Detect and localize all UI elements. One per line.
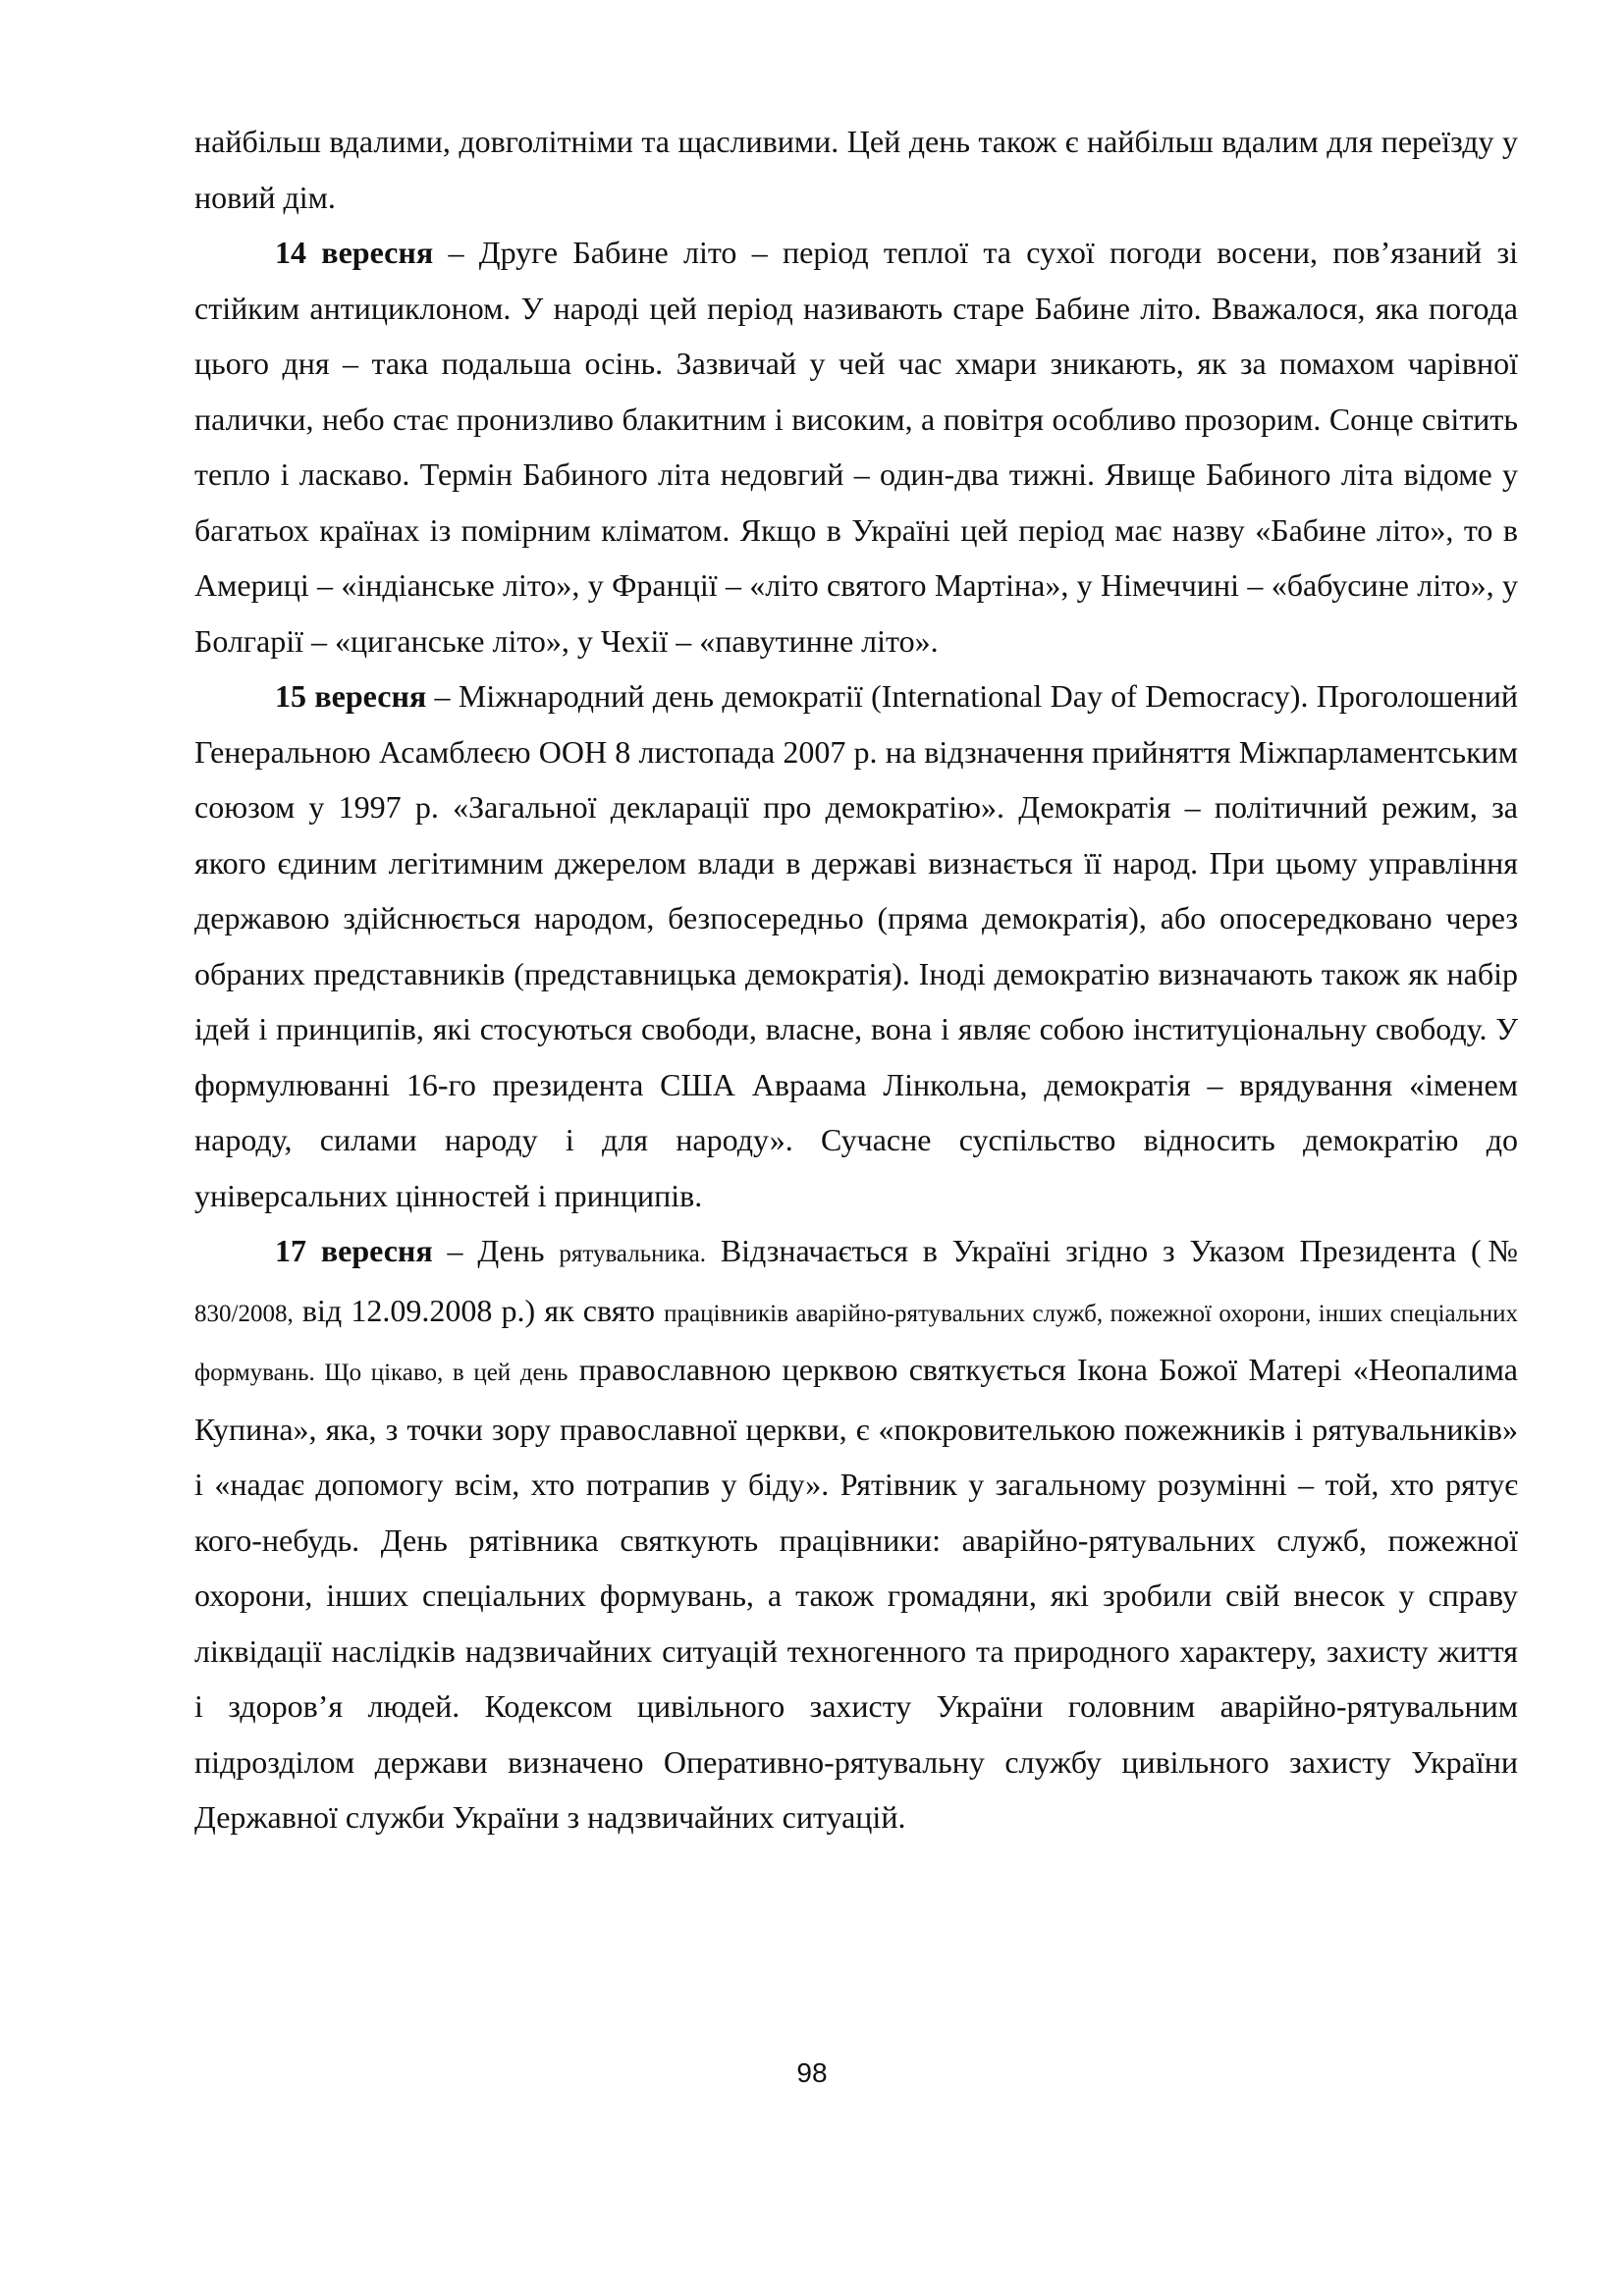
paragraph-text-small: працівників аварійно-рятувальних служб, пожежної охорони, інших спеціальних формувань. Що цікаво, в цей день xyxy=(194,1300,1518,1386)
paragraph-text: – Друге Бабине літо – період теплої та сухої погоди восени, пов’язаний зі стійким антициклоном. У народі цей період називають старе Бабине літо. Вважалося, яка погода цього дня – така подальша осінь. Зазвичай у чей час хмари зникають, як за помахом чарівної палички, небо стає пронизливо блакитним і високим, а повітря особливо прозорим. Сонце світить тепло і ласкаво. Термін Бабиного літа недовгий – один-два тижні. Явище Бабиного літа відоме у багатьох країнах із помірним кліматом. Якщо в Україні цей період має назву «Бабине літо», то в Америці – «індіанське літо», у Франції – «літо святого Мартіна», у Німеччині – «бабусине літо», у Болгарії – «циганське літо», у Чехії – «павутинне літо». xyxy=(194,235,1519,659)
paragraph-september-15 xyxy=(194,668,1518,1223)
date-heading: 14 вересня xyxy=(275,235,434,270)
paragraph-text: від 12.09.2008 р.) як свято xyxy=(293,1292,665,1328)
paragraph-september-17 xyxy=(194,1223,1518,1845)
paragraph-text: – День xyxy=(432,1233,560,1268)
paragraph-text-small: 830/2008, xyxy=(194,1300,294,1327)
page-number: 98 xyxy=(796,2057,828,2088)
date-heading: 17 вересня xyxy=(275,1233,433,1268)
document-body xyxy=(194,114,1518,1845)
paragraph-continuation xyxy=(194,114,1518,225)
paragraph-text: найбільш вдалими, довголітніми та щасливими. Цей день також є найбільш вдалим для переїзду у новий дім. xyxy=(194,124,1518,215)
paragraph-september-14 xyxy=(194,225,1518,668)
paragraph-text: православною церквою святкується Ікона Божої Матері «Неопалима Купина», яка, з точки зору православної церкви, є «покровителькою пожежників і рятувальників» і «надає допомогу всім, хто потрапив у біду». Рятівник у загальному розумінні – той, хто рятує кого-небудь. День рятівника святкують працівники: аварійно-рятувальних служб, пожежної охорони, інших спеціальних формувань, а також громадяни, які зробили свій внесок у справу ліквідації наслідків надзвичайних ситуацій техногенного та природного характеру, захисту життя і здоров’я людей. Кодексом цивільного захисту України головним аварійно-рятувальним підрозділом держави визначено Оперативно-рятувальну службу цивільного захисту України Державної служби України з надзвичайних ситуацій. xyxy=(194,1352,1518,1835)
paragraph-text: Відзначається в Україні згідно з Указом Президента (№ xyxy=(705,1233,1519,1268)
paragraph-text-small: рятувальника. xyxy=(559,1241,706,1267)
date-heading: 15 вересня xyxy=(275,678,427,714)
paragraph-text: – Міжнародний день демократії (International Day of Democracy). Проголошений Генеральною Асамблеєю ООН 8 листопада 2007 р. на відзначення прийняття Міжпарламентським союзом у 1997 р. «Загальної декларації про демократію». Демократія – політичний режим, за якого єдиним легітимним джерелом влади в державі визнається її народ. При цьому управління державою здійснюється народом, безпосередньо (пряма демократія), або опосередковано через обраних представників (представницька демократія). Іноді демократію визначають також як набір ідей і принципів, які стосуються свободи, власне, вона і являє собою інституціональну свободу. У формулюванні 16-го президента США Авраама Лінкольна, демократія – врядування «іменем народу, силами народу і для народу». Сучасне суспільство відносить демократію до універсальних цінностей і принципів. xyxy=(194,678,1518,1213)
